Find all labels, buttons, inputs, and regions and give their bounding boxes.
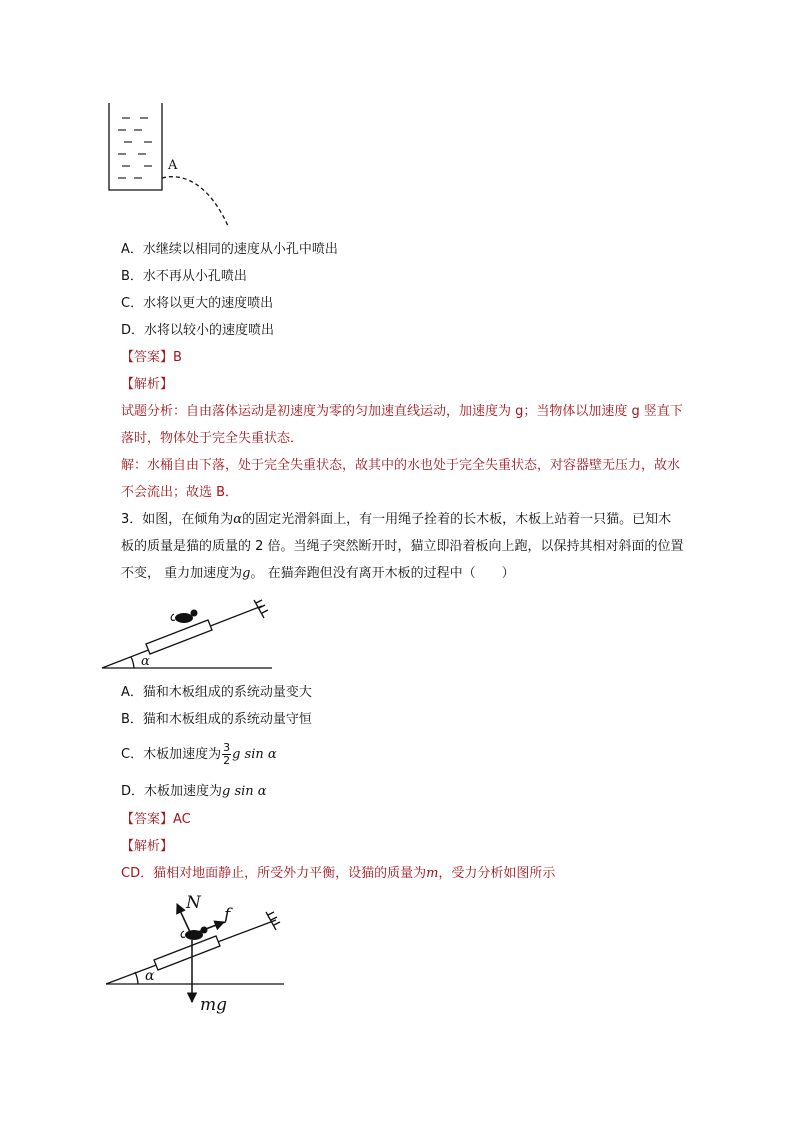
answer-label: 【答案】	[121, 350, 174, 365]
q2-analysis-line-1: 试题分析：自由落体运动是初速度为零的匀加速直线运动，加速度为 g；当物体以加速度 g 竖直下	[121, 404, 683, 419]
angle-label: α	[145, 968, 155, 984]
q2-solution-line-2: 不会流出；故选 B．	[121, 485, 239, 500]
q3-stem-line-3	[121, 564, 515, 584]
bucket-figure	[100, 98, 240, 228]
option-d-prefix: D．木板加速度为	[121, 784, 223, 799]
q3-stem-1a: 3．如图，在倾角为	[121, 512, 234, 527]
q3-option-a: A．猫和木板组成的系统动量变大	[121, 685, 312, 700]
cd-text-a: CD．猫相对地面静止，所受外力平衡，设猫的质量为	[121, 866, 427, 881]
label-f: f	[224, 905, 231, 925]
fraction-three-halves	[222, 742, 231, 767]
angle-arc	[135, 972, 138, 984]
q2-option-a: A．水继续以相同的速度从小孔中喷出	[121, 242, 338, 257]
force-diagram	[100, 890, 290, 1015]
cd-text-b: ，受力分析如图所示	[438, 866, 556, 881]
q2-analysis-line-2: 落时，物体处于完全失重状态．	[121, 431, 304, 446]
bucket-outline	[109, 103, 162, 190]
q3-answer	[121, 810, 191, 830]
g-symbol: g	[242, 566, 251, 581]
q3-stem-line-2: 板的质量是猫的质量的 2 倍。当绳子突然断开时，猫立即沿着板向上跑，以保持其相对斜面的位置	[121, 539, 684, 554]
q2-analysis-label: 【解析】	[121, 377, 174, 392]
answer-label: 【答案】	[121, 812, 174, 827]
q3-option-c	[121, 738, 277, 772]
hole-label-a: A	[168, 158, 178, 173]
angle-label: α	[141, 654, 150, 669]
cat-icon	[181, 927, 207, 941]
option-d-expression: g sin α	[222, 784, 267, 799]
q3-analysis-label: 【解析】	[121, 839, 174, 854]
board	[154, 936, 220, 970]
water-jet-path	[162, 177, 228, 226]
friction-force-arrow	[198, 922, 224, 932]
q3-cd-line	[121, 864, 555, 884]
q3-stem-3b: 。 在猫奔跑但没有离开木板的过程中（ ）	[250, 566, 515, 581]
fraction-denominator: 2	[223, 754, 231, 767]
q3-option-d	[121, 782, 267, 802]
option-c-expression: g sin α	[232, 747, 277, 762]
q2-option-d: D．水将以较小的速度喷出	[121, 323, 275, 338]
q3-stem-line-1	[121, 510, 671, 530]
label-mg: mg	[200, 995, 228, 1015]
q2-solution-line-1: 解：水桶自由下落，处于完全失重状态，故其中的水也处于完全失重状态，对容器壁无压力，故水	[121, 458, 681, 473]
board	[146, 620, 212, 654]
q2-option-b: B．水不再从小孔喷出	[121, 269, 247, 284]
m-symbol: m	[426, 866, 439, 881]
answer-value: B	[173, 350, 182, 365]
option-c-prefix: C．木板加速度为	[121, 747, 222, 762]
incline-figure	[98, 596, 278, 672]
angle-arc	[131, 657, 134, 668]
q2-answer	[121, 348, 182, 368]
cat-icon	[171, 610, 197, 624]
label-n: N	[186, 893, 201, 913]
answer-value: AC	[173, 812, 191, 827]
q3-option-b: B．猫和木板组成的系统动量守恒	[121, 712, 312, 727]
q3-stem-1b: 的固定光滑斜面上，有一用绳子拴着的长木板，木板上站着一只猫。已知木	[242, 512, 672, 527]
q2-option-c: C．水将以更大的速度喷出	[121, 296, 274, 311]
q3-stem-3a: 不变， 重力加速度为	[121, 566, 243, 581]
water-level-marks	[118, 118, 152, 178]
alpha-symbol: α	[233, 512, 243, 527]
fraction-numerator: 3	[223, 741, 231, 754]
